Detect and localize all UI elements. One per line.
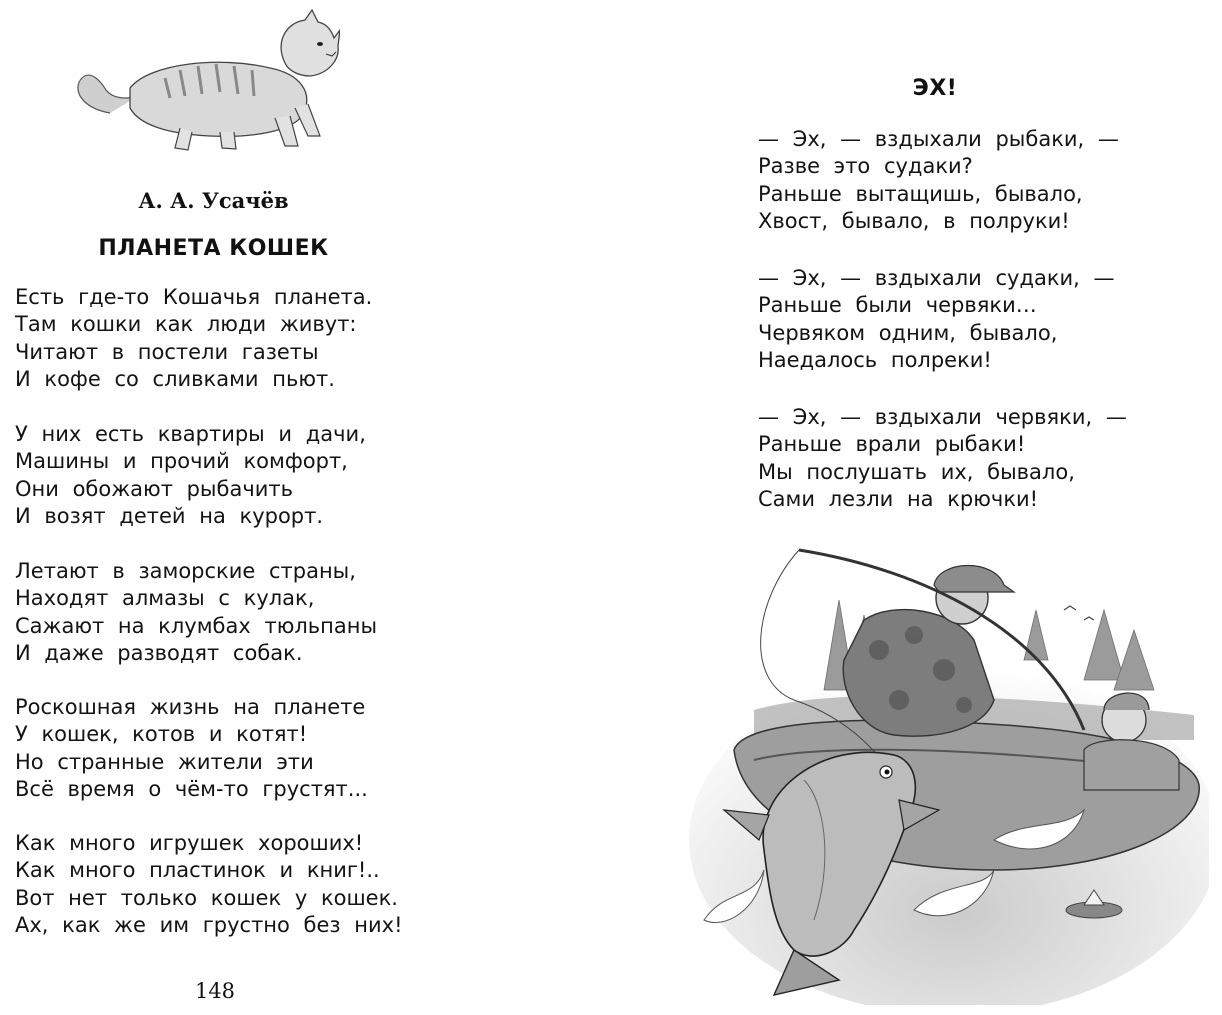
poem-line: Мы послушать их, бывало, bbox=[758, 459, 1075, 484]
poem-line: И кофе со сливками пьют. bbox=[15, 366, 335, 391]
poem-line: Раньше врали рыбаки! bbox=[758, 432, 1026, 457]
poem-line: Сами лезли на крючки! bbox=[758, 486, 1039, 511]
poem-line: Червяком одним, бывало, bbox=[758, 320, 1058, 345]
poem-line: Но странные жители эти bbox=[15, 749, 314, 774]
stanza bbox=[758, 404, 1127, 513]
poem-line: Раньше вытащишь, бывало, bbox=[758, 181, 1083, 206]
poem-line: Наедалось полреки! bbox=[758, 347, 992, 372]
poem-line: Роскошная жизнь на планете bbox=[15, 695, 366, 719]
poem-line: Там кошки как люди живут: bbox=[15, 312, 357, 337]
poem-title: ПЛАНЕТА КОШЕК bbox=[98, 236, 329, 261]
stanza bbox=[758, 126, 1119, 235]
poem-line: Летают в заморские страны, bbox=[15, 559, 356, 583]
fishing-scene-illustration bbox=[664, 540, 1209, 1005]
stanza bbox=[15, 421, 366, 530]
poem-line: У кошек, котов и котят! bbox=[15, 722, 308, 747]
poem-line: — Эх, — вздыхали червяки, — bbox=[758, 405, 1127, 429]
poem-line: Сажают на клумбах тюльпаны bbox=[15, 613, 378, 638]
poem-title-right: ЭХ! bbox=[912, 76, 958, 101]
poem-line: Раньше были червяки… bbox=[758, 293, 1037, 318]
page-number: 148 bbox=[194, 979, 236, 1003]
poem-line: Есть где-то Кошачья планета. bbox=[15, 285, 373, 309]
author-name: А. А. Усачёв bbox=[138, 188, 289, 213]
stanza bbox=[758, 265, 1115, 374]
poem-line: Как много пластинок и книг!.. bbox=[15, 858, 380, 883]
poem-line: Читают в постели газеты bbox=[15, 339, 319, 364]
poem-line: Они обожают рыбачить bbox=[15, 476, 293, 501]
poem-line: И возят детей на курорт. bbox=[15, 503, 324, 528]
cat-illustration bbox=[70, 8, 340, 158]
poem-line: Ах, как же им грустно без них! bbox=[15, 912, 403, 937]
stanza bbox=[15, 830, 403, 939]
poem-line: Машины и прочий комфорт, bbox=[15, 449, 348, 474]
poem-line: Всё время о чём-то грустят... bbox=[15, 776, 368, 801]
stanza bbox=[15, 284, 372, 393]
poem-line: Разве это судаки? bbox=[758, 154, 973, 179]
poem-line: Хвост, бывало, в полруки! bbox=[758, 208, 1070, 233]
poem-line: — Эх, — вздыхали судаки, — bbox=[758, 266, 1115, 290]
poem-line: И даже разводят собак. bbox=[15, 640, 303, 665]
poem-line: Как много игрушек хороших! bbox=[15, 831, 364, 855]
poem-line: — Эх, — вздыхали рыбаки, — bbox=[758, 127, 1119, 151]
poem-line: У них есть квартиры и дачи, bbox=[15, 422, 366, 446]
stanza bbox=[15, 558, 377, 667]
stanza bbox=[15, 694, 368, 803]
poem-line: Вот нет только кошек у кошек. bbox=[15, 885, 398, 910]
poem-line: Находят алмазы с кулак, bbox=[15, 586, 315, 611]
